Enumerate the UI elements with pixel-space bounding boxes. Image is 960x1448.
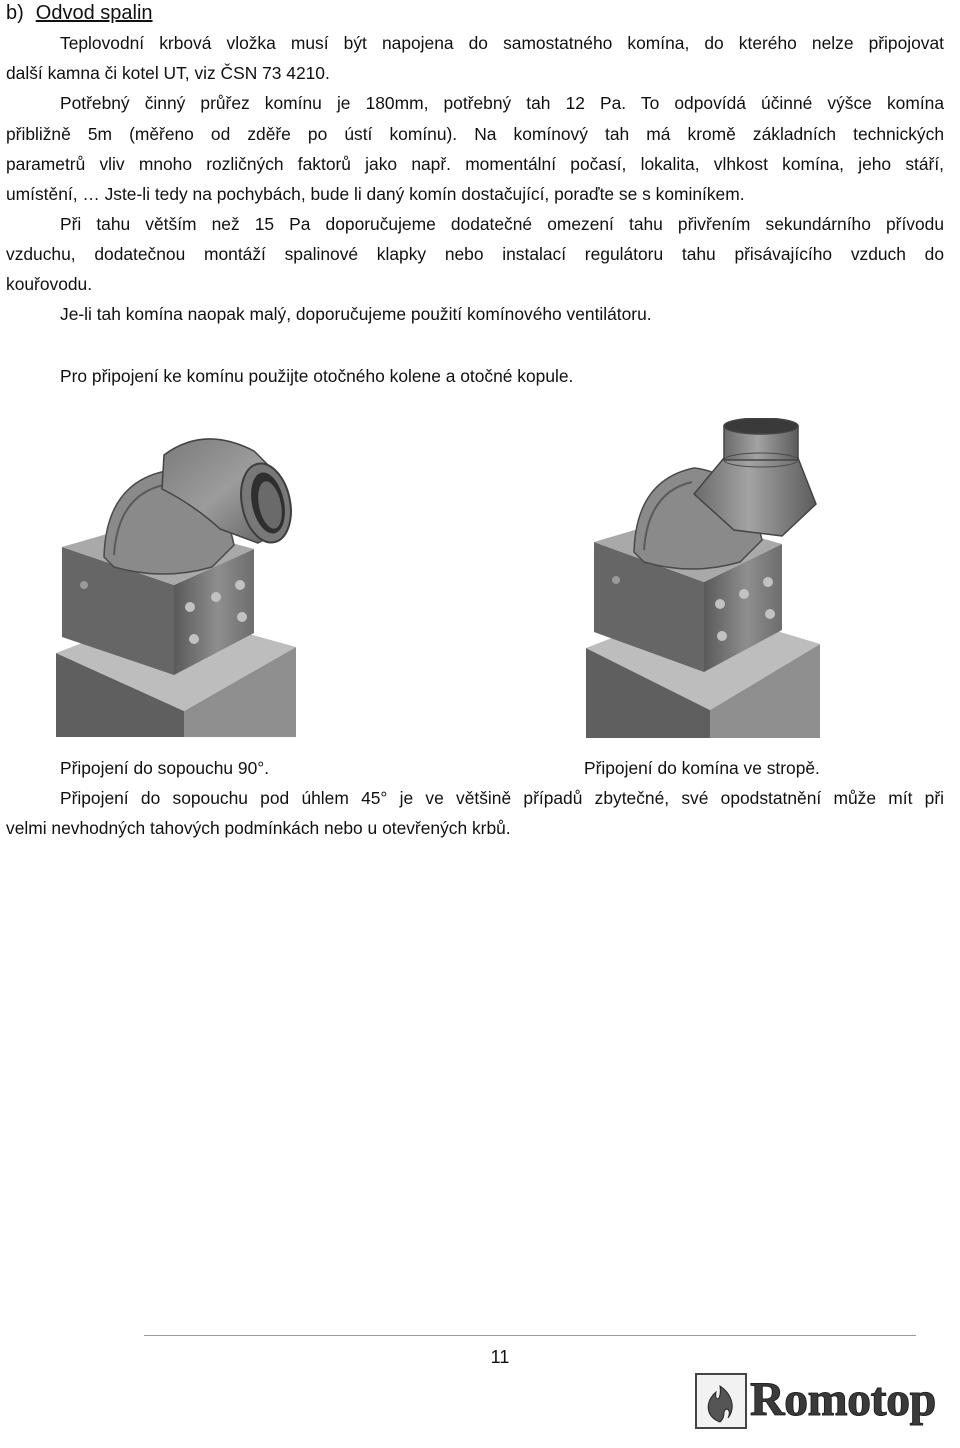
paragraph-line: velmi nevhodných tahových podmínkách nebo u otevřených krbů. <box>6 818 511 838</box>
paragraph-line: kouřovodu. <box>6 274 93 294</box>
romotop-logo <box>694 1370 956 1430</box>
paragraph-line: Je-li tah komína naopak malý, doporučujeme použití komínového ventilátoru. <box>60 304 652 324</box>
stove-insert-dome-illustration <box>584 418 844 738</box>
logo-wordmark: Romotop <box>750 1373 936 1426</box>
paragraph-line: umístění, … Jste-li tedy na pochybách, bude li daný komín dostačující, poraďte se s kominíkem. <box>6 184 745 204</box>
flame-emblem-icon <box>694 1372 748 1430</box>
section-title: Odvod spalin <box>35 2 153 24</box>
footer-divider <box>144 1335 916 1336</box>
paragraph-line: Připojení do sopouchu pod úhlem 45° je ve většině případů zbytečné, své opodstatnění může mít při <box>60 788 944 808</box>
section-heading <box>6 0 153 26</box>
section-number: b) <box>6 2 24 24</box>
paragraph-line: parametrů vliv mnoho rozličných faktorů jako např. momentální počasí, lokalita, vlhkost komína, jeho stáří, <box>6 154 944 174</box>
paragraph-line: další kamna či kotel UT, viz ČSN 73 4210. <box>6 63 330 83</box>
figure-caption-left: Připojení do sopouchu 90°. <box>60 758 270 778</box>
paragraph-line: vzduchu, dodatečnou montáží spalinové klapky nebo instalací regulátoru tahu přisávajícího vzduch do <box>6 244 944 264</box>
page-number: 11 <box>490 1347 510 1367</box>
stove-insert-elbow-illustration <box>44 425 344 737</box>
paragraph-line: přibližně 5m (měřeno od zděře po ústí komínu). Na komínový tah má kromě základních technických <box>6 124 944 144</box>
figure-caption-right: Připojení do komína ve stropě. <box>584 758 820 778</box>
paragraph-line: Potřebný činný průřez komínu je 180mm, potřebný tah 12 Pa. To odpovídá účinné výšce komína <box>60 93 944 113</box>
paragraph-line: Pro připojení ke komínu použijte otočného kolene a otočné kopule. <box>60 366 574 386</box>
paragraph-line: Při tahu větším než 15 Pa doporučujeme dodatečné omezení tahu přivřením sekundárního přívodu <box>60 214 944 234</box>
paragraph-line: Teplovodní krbová vložka musí být napojena do samostatného komína, do kterého nelze připojovat <box>60 33 944 53</box>
